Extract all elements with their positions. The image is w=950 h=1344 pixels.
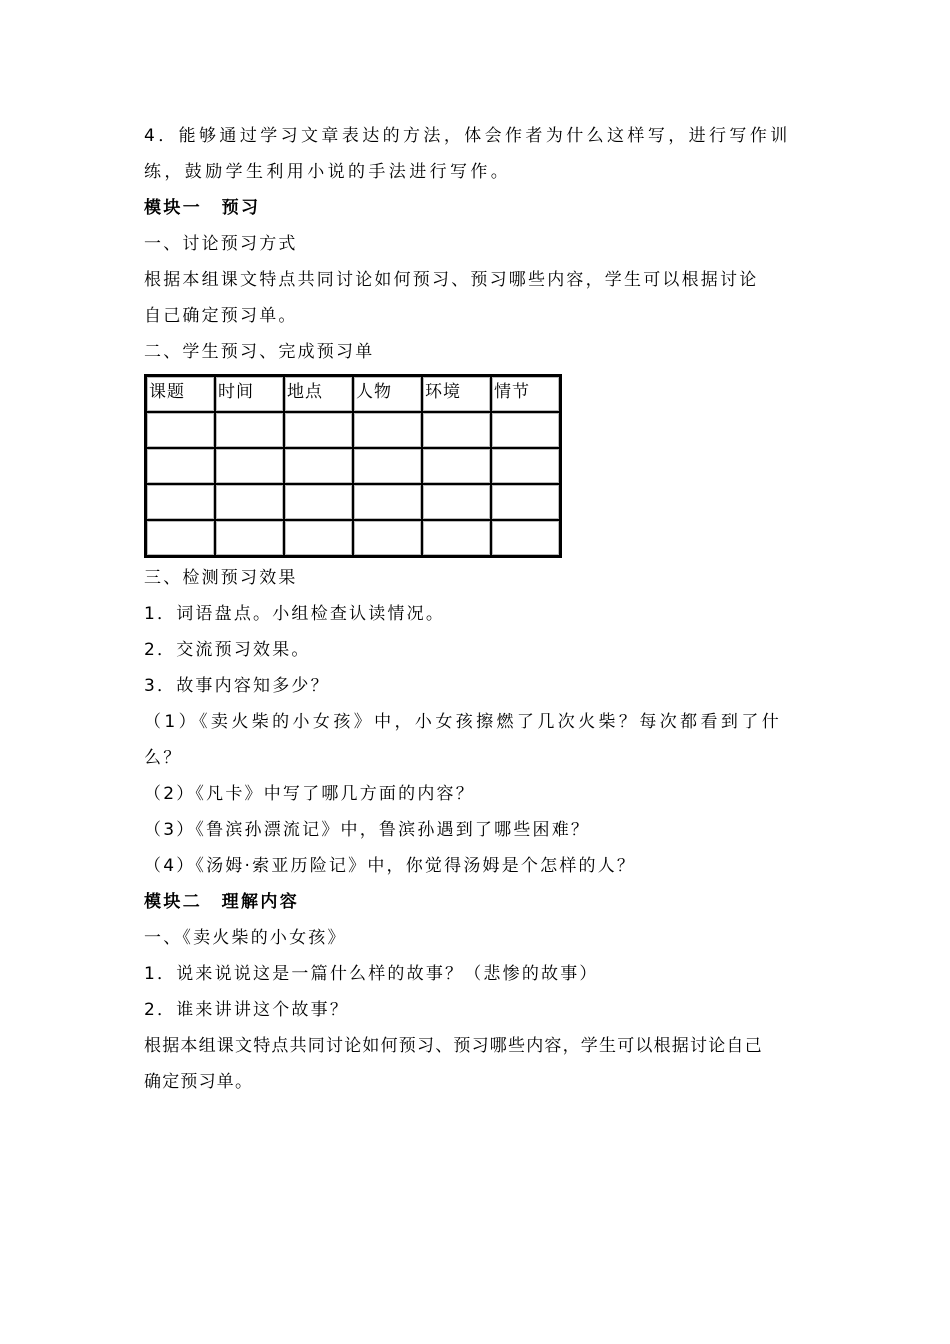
table-header-row — [146, 376, 560, 412]
table-cell — [146, 448, 215, 484]
paragraph-objective-4: 4．能够通过学习文章表达的方法，体会作者为什么这样写，进行写作训 — [144, 126, 791, 146]
table-row — [146, 448, 560, 484]
section-complete-preview-sheet: 二、学生预习、完成预习单 — [144, 342, 375, 362]
table-cell — [491, 484, 560, 520]
table-cell — [422, 412, 491, 448]
table-row — [146, 484, 560, 520]
question-2: （2）《凡卡》中写了哪几方面的内容？ — [144, 784, 475, 804]
table-cell — [146, 520, 215, 556]
table-cell — [284, 484, 353, 520]
list-item: 2．谁来讲讲这个故事？ — [144, 1000, 350, 1020]
table-cell — [491, 448, 560, 484]
section-check-preview: 三、检测预习效果 — [144, 568, 298, 588]
list-item: 1．说来说说这是一篇什么样的故事？（悲惨的故事） — [144, 964, 599, 984]
document-page — [144, 118, 814, 1100]
paragraph-preview-method-repeat-cont: 确定预习单。 — [144, 1072, 254, 1092]
module-1-heading: 模块一 预习 — [144, 198, 261, 218]
table-cell — [353, 412, 422, 448]
table-cell — [284, 448, 353, 484]
table-header-cell: 人物 — [353, 376, 422, 412]
table-cell — [146, 412, 215, 448]
table-header-cell: 情节 — [491, 376, 560, 412]
table-row — [146, 520, 560, 556]
list-item: 1．词语盘点。小组检查认读情况。 — [144, 604, 446, 624]
paragraph-preview-method-cont: 自己确定预习单。 — [144, 306, 298, 326]
table-cell — [353, 520, 422, 556]
preview-sheet-table — [144, 374, 562, 558]
paragraph-preview-method: 根据本组课文特点共同讨论如何预习、预习哪些内容，学生可以根据讨论 — [144, 270, 759, 290]
question-1-cont: 么？ — [144, 748, 183, 768]
table-cell — [284, 520, 353, 556]
table-cell — [422, 448, 491, 484]
table-cell — [422, 484, 491, 520]
paragraph-objective-4-cont: 练，鼓励学生利用小说的手法进行写作。 — [144, 162, 512, 182]
list-item: 2．交流预习效果。 — [144, 640, 311, 660]
table-cell — [215, 412, 284, 448]
question-4: （4）《汤姆·索亚历险记》中，你觉得汤姆是个怎样的人？ — [144, 856, 637, 876]
module-2-heading: 模块二 理解内容 — [144, 892, 300, 912]
table-header-cell: 地点 — [284, 376, 353, 412]
table-row — [146, 412, 560, 448]
section-little-match-girl: 一、《卖火柴的小女孩》 — [144, 928, 347, 948]
section-discuss-preview: 一、讨论预习方式 — [144, 234, 298, 254]
paragraph-preview-method-repeat: 根据本组课文特点共同讨论如何预习、预习哪些内容，学生可以根据讨论自己 — [144, 1036, 763, 1056]
table-header-cell: 时间 — [215, 376, 284, 412]
table-cell — [491, 412, 560, 448]
preview-sheet-table-wrap — [144, 374, 814, 558]
question-3: （3）《鲁滨孙漂流记》中，鲁滨孙遇到了哪些困难？ — [144, 820, 591, 840]
table-cell — [215, 484, 284, 520]
question-1: （1）《卖火柴的小女孩》中，小女孩擦燃了几次火柴？每次都看到了什 — [144, 712, 783, 732]
table-cell — [491, 520, 560, 556]
table-cell — [215, 448, 284, 484]
table-cell — [284, 412, 353, 448]
table-cell — [146, 484, 215, 520]
table-cell — [215, 520, 284, 556]
table-header-cell: 环境 — [422, 376, 491, 412]
table-cell — [353, 448, 422, 484]
list-item: 3．故事内容知多少？ — [144, 676, 330, 696]
table-cell — [353, 484, 422, 520]
table-header-cell: 课题 — [146, 376, 215, 412]
table-cell — [422, 520, 491, 556]
